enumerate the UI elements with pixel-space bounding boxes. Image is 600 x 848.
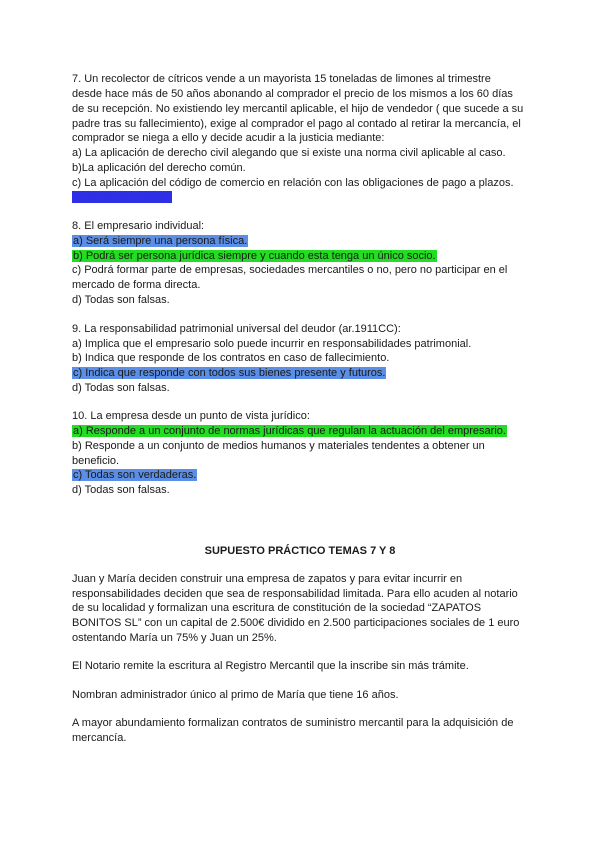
section-title: SUPUESTO PRÁCTICO TEMAS 7 Y 8	[204, 545, 396, 557]
paragraph-1-line-5: ostentando María un 75% y Juan un 25%.	[72, 632, 277, 644]
q8-question: 8. El empresario individual:	[72, 220, 205, 232]
paragraph-1-line-1: Juan y María deciden construir una empresa de zapatos y para evitar incurrir en	[72, 573, 463, 585]
paragraph-4-line-1: A mayor abundamiento formalizan contratos de suministro mercantil para la adquisición de	[72, 717, 514, 729]
q8-option-d: d) Todas son falsas.	[72, 294, 170, 306]
paragraph-1-line-3: de su localidad y formalizan una escritura de constitución de la sociedad “ZAPATOS	[72, 602, 482, 614]
q8-option-c-line-1: c) Podrá formar parte de empresas, sociedades mercantiles o no, pero no participar en el	[72, 264, 508, 276]
q7-line-4: padre tras su fallecimiento), exige al comprador el pago al contado al retirar la mercancía, el	[72, 118, 521, 130]
paragraph-2: El Notario remite la escritura al Registro Mercantil que la inscribe sin más trámite.	[72, 660, 469, 672]
q7-option-c: c) La aplicación del código de comercio en relación con las obligaciones de pago a plazos.	[72, 177, 514, 189]
q10-option-b-line-2: beneficio.	[72, 455, 120, 467]
q10-question: 10. La empresa desde un punto de vista jurídico:	[72, 410, 310, 422]
q9-option-d: d) Todas son falsas.	[72, 382, 170, 394]
paragraph-1-line-2: responsabilidades deciden que sea de responsabilidad limitada. Para ello acuden al notario	[72, 588, 518, 600]
q8-option-b-highlighted: b) Podrá ser persona jurídica siempre y cuando esta tenga un único socio.	[73, 250, 436, 262]
q9-option-c-highlighted: c) Indica que responde con todos sus bienes presente y futuros.	[73, 367, 386, 379]
q9-question: 9. La responsabilidad patrimonial universal del deudor (ar.1911CC):	[72, 323, 401, 335]
q7-line-2: desde hace más de 50 años abonando al comprador el precio de los mismos a los 60 días	[72, 88, 513, 100]
paragraph-3: Nombran administrador único al primo de María que tiene 16 años.	[72, 689, 399, 701]
q9-option-a: a) Implica que el empresario solo puede incurrir en responsabilidades patrimonial.	[72, 338, 472, 350]
q10-option-b-line-1: b) Responde a un conjunto de medios humanos y materiales tendentes a obtener un	[72, 440, 485, 452]
paragraph-1-line-4: BONITOS SL” con un capital de 2.500€ dividido en 2.500 participaciones sociales de 1 euro	[72, 617, 520, 629]
q7-option-a: a) La aplicación de derecho civil alegando que si existe una norma civil aplicable al caso.	[72, 147, 506, 159]
q7-line-1: 7. Un recolector de cítricos vende a un mayorista 15 toneladas de limones al trimestre	[72, 73, 491, 85]
q9-option-b: b) Indica que responde de los contratos en caso de fallecimiento.	[72, 352, 390, 364]
q8-option-c-line-2: mercado de forma directa.	[72, 279, 201, 291]
q10-option-d: d) Todas son falsas.	[72, 484, 170, 496]
q8-option-a-highlighted: a) Será siempre una persona física.	[73, 235, 248, 247]
q7-option-b: b)La aplicación del derecho común.	[72, 162, 246, 174]
q10-option-a-highlighted: a) Responde a un conjunto de normas jurídicas que regulan la actuación del empresario.	[73, 425, 506, 437]
q7-option-d-highlighted: d) Todas son falsas.	[73, 191, 171, 203]
q7-line-5: comprador se niega a ello y decide acudir a la justicia mediante:	[72, 132, 385, 144]
q7-line-3: de su recepción. No existiendo ley mercantil aplicable, el hijo de vendedor ( que sucede a su	[72, 103, 524, 115]
q10-option-c-highlighted: c) Todas son verdaderas.	[73, 469, 197, 481]
paragraph-4-line-2: mercancía.	[72, 732, 127, 744]
